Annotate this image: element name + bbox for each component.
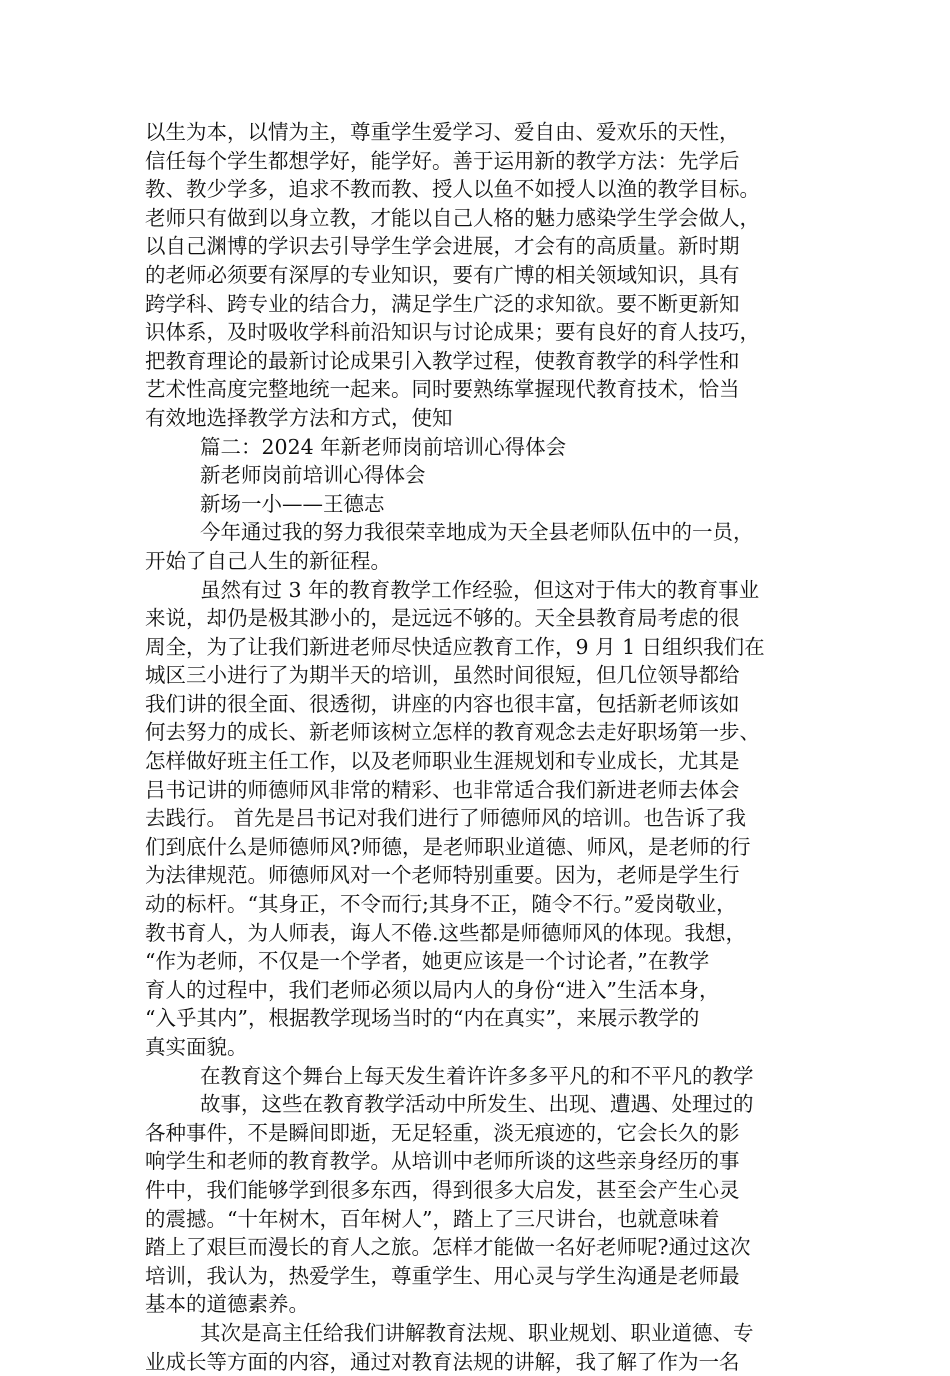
text-line: 育人的过程中，我们老师必须以局内人的身份“进入”生活本身， [145,977,720,1002]
text-line: 何去努力的成长、新老师该树立怎样的教育观念去走好职场第一步、 [145,720,760,745]
text-line: 件中，我们能够学到很多东西，得到很多大启发，甚至会产生心灵 [145,1177,740,1202]
text-line: 培训，我认为，热爱学生，尊重学生、用心灵与学生沟通是老师最 [145,1263,740,1288]
text-line: 信任每个学生都想学好，能学好。善于运用新的教学方法：先学后 [145,148,740,173]
text-line: 艺术性高度完整地统一起来。同时要熟练掌握现代教育技术，恰当 [145,377,740,402]
text-line: 来说，却仍是极其渺小的，是远远不够的。天全县教育局考虑的很 [145,606,740,631]
text-line: 各种事件，不是瞬间即逝，无足轻重，淡无痕迹的，它会长久的影 [145,1120,740,1145]
article-title: 新老师岗前培训心得体会 [200,463,426,488]
text-line: 去践行。 首先是吕书记对我们进行了师德师风的培训。也告诉了我 [145,806,747,831]
text-line: 们到底什么是师德师风?师德，是老师职业道德、师风，是老师的行 [145,834,751,859]
text-line: 虽然有过 3 年的教育教学工作经验，但这对于伟大的教育事业 [200,577,760,602]
text-line: 踏上了艰巨而漫长的育人之旅。怎样才能做一名好老师呢?通过这次 [145,1235,751,1260]
text-line: 有效地选择教学方法和方式，使知 [145,405,453,430]
text-line: 老师只有做到以身立教，才能以自己人格的魅力感染学生学会做人， [145,205,760,230]
section-heading: 篇二：2024 年新老师岗前培训心得体会 [200,434,567,459]
text-line: 怎样做好班主任工作，以及老师职业生涯规划和专业成长，尤其是 [145,749,740,774]
text-line: “入乎其内”，根据教学现场当时的“内在真实”，来展示教学的 [145,1006,700,1031]
text-line: 今年通过我的努力我很荣幸地成为天全县老师队伍中的一员， [200,520,754,545]
text-line: 城区三小进行了为期半天的培训，虽然时间很短，但几位领导都给 [145,663,740,688]
text-line: 以自己渊博的学识去引导学生学会进展，才会有的高质量。新时期 [145,234,740,259]
text-line: 跨学科、跨专业的结合力，满足学生广泛的求知欲。要不断更新知 [145,291,740,316]
text-line: 基本的道德素养。 [145,1292,309,1317]
text-line: 教、教少学多，追求不教而教、授人以鱼不如授人以渔的教学目标。 [145,177,760,202]
text-line: 教书育人，为人师表，诲人不倦.这些都是师德师风的体现。我想， [145,920,747,945]
text-line: 动的标杆。“其身正，不令而行;其身不正，随令不行。”爱岗敬业， [145,892,737,917]
text-line: 我们讲的很全面、很透彻，讲座的内容也很丰富，包括新老师该如 [145,691,740,716]
text-line: 开始了自己人生的新征程。 [145,548,391,573]
text-line: 故事，这些在教育教学活动中所发生、出现、遭遇、处理过的 [200,1092,754,1117]
text-line: 的老师必须要有深厚的专业知识，要有广博的相关领域知识，具有 [145,262,740,287]
author-line: 新场一小——王德志 [200,491,385,516]
text-line: “作为老师，不仅是一个学者，她更应该是一个讨论者，”在教学 [145,949,710,974]
text-line: 周全，为了让我们新进老师尽快适应教育工作，9 月 1 日组织我们在 [145,634,765,659]
text-line: 在教育这个舞台上每天发生着许许多多平凡的和不平凡的教学 [200,1063,754,1088]
text-line: 真实面貌。 [145,1035,248,1059]
text-line: 为法律规范。师德师风对一个老师特别重要。因为，老师是学生行 [145,863,740,888]
text-line: 业成长等方面的内容，通过对教育法规的讲解，我了解了作为一名 [145,1349,740,1374]
text-line: 其次是高主任给我们讲解教育法规、职业规划、职业道德、专 [200,1320,754,1345]
text-line: 的震撼。“十年树木，百年树人”，踏上了三尺讲台，也就意味着 [145,1206,720,1231]
text-line: 以生为本，以情为主，尊重学生爱学习、爱自由、爱欢乐的天性， [145,120,740,144]
text-line: 识体系，及时吸收学科前沿知识与讨论成果；要有良好的育人技巧， [145,320,760,345]
text-line: 把教育理论的最新讨论成果引入教学过程，使教育教学的科学性和 [145,348,740,373]
text-line: 响学生和老师的教育教学。从培训中老师所谈的这些亲身经历的事 [145,1149,740,1174]
text-line: 吕书记讲的师德师风非常的精彩、也非常适合我们新进老师去体会 [145,777,740,802]
document-body [145,118,813,1376]
